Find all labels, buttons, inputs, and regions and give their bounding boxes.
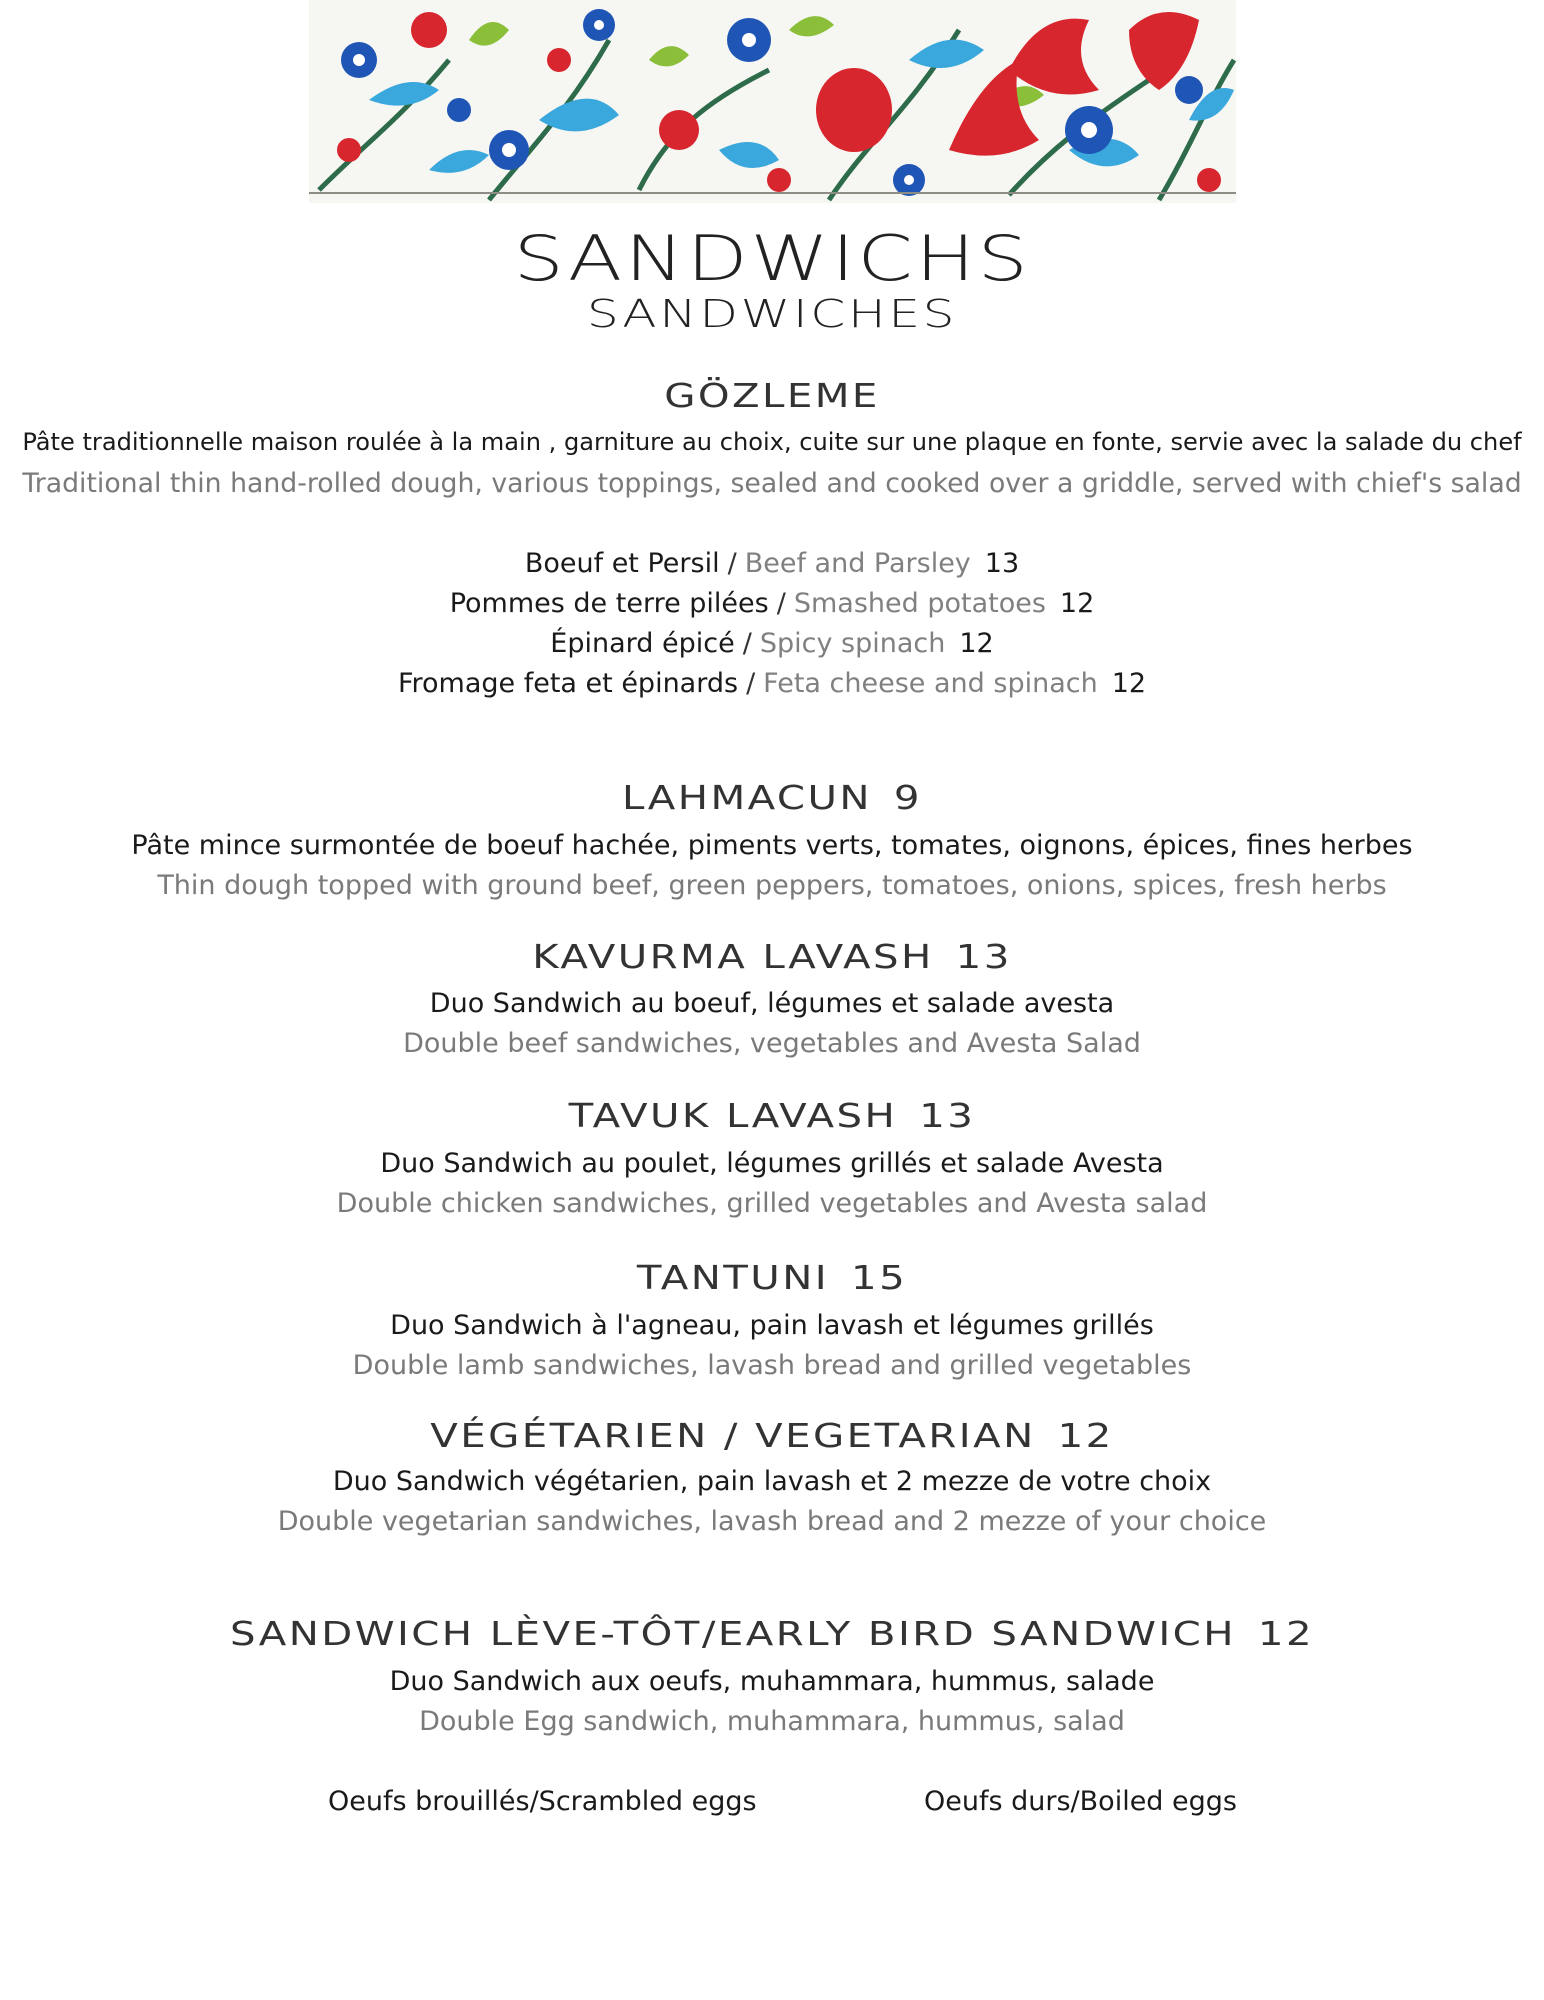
lahmacun-desc-en: Thin dough topped with ground beef, green peppers, tomatoes, onions, spices, fresh herbs xyxy=(157,870,1387,901)
floral-tile-banner xyxy=(309,0,1236,203)
gozleme-title xyxy=(0,376,1544,415)
gozleme-item xyxy=(0,628,1544,659)
egg-option-boiled: Oeufs durs/Boiled eggs xyxy=(924,1786,1237,1817)
gozleme-item xyxy=(0,668,1544,699)
item-separator: / xyxy=(742,628,752,659)
vegetarian-price: 12 xyxy=(1057,1416,1114,1455)
vegetarian-title-text: VÉGÉTARIEN / VEGETARIAN xyxy=(430,1416,1036,1455)
tantuni-desc-fr: Duo Sandwich à l'agneau, pain lavash et légumes grillés xyxy=(390,1310,1154,1341)
kavurma-desc-fr: Duo Sandwich au boeuf, légumes et salade avesta xyxy=(429,988,1115,1019)
tavuk-title-text: TAVUK LAVASH xyxy=(568,1096,898,1135)
early-bird-desc-en: Double Egg sandwich, muhammara, hummus, salad xyxy=(419,1706,1125,1737)
kavurma-desc-en: Double beef sandwiches, vegetables and Avesta Salad xyxy=(403,1028,1141,1059)
tantuni-desc-en: Double lamb sandwiches, lavash bread and grilled vegetables xyxy=(352,1350,1192,1381)
page-title: SANDWICHS xyxy=(513,222,1031,295)
item-name-en: Feta cheese and spinach xyxy=(763,668,1098,699)
floral-pattern-illustration xyxy=(309,0,1236,203)
item-separator: / xyxy=(776,588,786,619)
lahmacun-desc-fr: Pâte mince surmontée de boeuf hachée, piments verts, tomates, oignons, épices, fines herbes xyxy=(131,830,1413,861)
vegetarian-desc-en: Double vegetarian sandwiches, lavash bread and 2 mezze of your choice xyxy=(277,1506,1267,1537)
item-price: 12 xyxy=(1059,588,1095,619)
lahmacun-price: 9 xyxy=(893,778,922,817)
item-name-fr: Épinard épicé xyxy=(550,628,735,659)
lahmacun-title-text: LAHMACUN xyxy=(621,778,872,817)
kavurma-title-text: KAVURMA LAVASH xyxy=(532,937,934,976)
kavurma-title xyxy=(0,937,1544,976)
tavuk-desc-fr: Duo Sandwich au poulet, légumes grillés et salade Avesta xyxy=(380,1148,1164,1179)
item-name-en: Spicy spinach xyxy=(759,628,946,659)
item-price: 13 xyxy=(984,548,1020,579)
early-bird-title-text: SANDWICH LÈVE-TÔT/EARLY BIRD SANDWICH xyxy=(229,1614,1236,1653)
tantuni-title xyxy=(0,1258,1544,1297)
item-name-en: Smashed potatoes xyxy=(793,588,1046,619)
tantuni-price: 15 xyxy=(851,1258,908,1297)
tantuni-title-text: TANTUNI xyxy=(636,1258,830,1297)
item-name-fr: Boeuf et Persil xyxy=(524,548,720,579)
gozleme-item xyxy=(0,588,1544,619)
gozleme-title-text: GÖZLEME xyxy=(664,376,880,415)
item-name-fr: Fromage feta et épinards xyxy=(397,668,739,699)
lahmacun-title xyxy=(0,778,1544,817)
item-price: 12 xyxy=(1111,668,1147,699)
vegetarian-title xyxy=(0,1416,1544,1455)
page-subtitle: SANDWICHES xyxy=(586,292,958,336)
item-price: 12 xyxy=(959,628,994,659)
item-separator: / xyxy=(746,668,756,699)
tavuk-price: 13 xyxy=(919,1096,976,1135)
gozleme-desc-en: Traditional thin hand-rolled dough, various toppings, sealed and cooked over a griddle, served with chief's salad xyxy=(22,468,1522,499)
item-separator: / xyxy=(727,548,737,579)
egg-option-scrambled: Oeufs brouillés/Scrambled eggs xyxy=(328,1786,757,1817)
item-name-fr: Pommes de terre pilées xyxy=(449,588,769,619)
gozleme-desc-fr: Pâte traditionnelle maison roulée à la main , garniture au choix, cuite sur une plaque en fonte, servie avec la salade du chef xyxy=(22,428,1522,456)
early-bird-desc-fr: Duo Sandwich aux oeufs, muhammara, hummus, salade xyxy=(389,1666,1155,1697)
gozleme-item xyxy=(0,548,1544,579)
tavuk-title xyxy=(0,1096,1544,1135)
vegetarian-desc-fr: Duo Sandwich végétarien, pain lavash et 2 mezze de votre choix xyxy=(332,1466,1212,1497)
tavuk-desc-en: Double chicken sandwiches, grilled vegetables and Avesta salad xyxy=(336,1188,1208,1219)
early-bird-price: 12 xyxy=(1257,1614,1315,1653)
kavurma-price: 13 xyxy=(955,937,1012,976)
early-bird-title xyxy=(0,1614,1544,1653)
item-name-en: Beef and Parsley xyxy=(744,548,971,579)
